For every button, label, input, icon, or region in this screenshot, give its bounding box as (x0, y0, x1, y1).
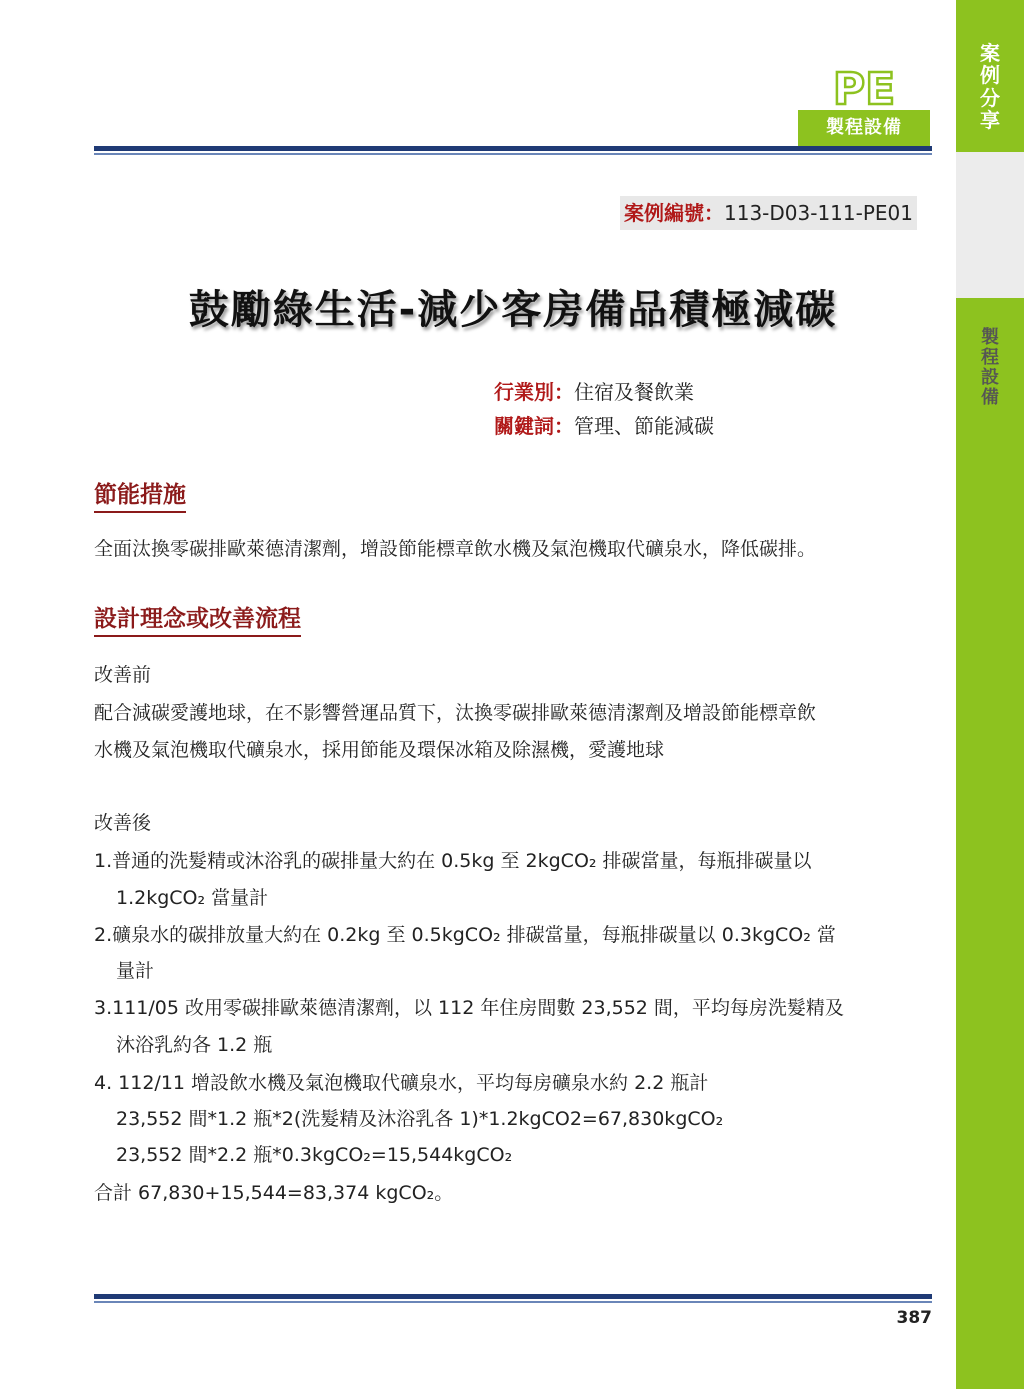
list-item-4-calc: 23,552 間*2.2 瓶*0.3kgCO₂=15,544kgCO₂ (116, 1144, 513, 1166)
side-tab-sub-char: 製 (981, 327, 999, 348)
pe-logo-letters (808, 64, 920, 110)
before-label: 改善前 (94, 664, 152, 686)
side-tab-label-char: 案 (980, 41, 1000, 65)
pe-logo (798, 64, 930, 146)
before-text-line: 水機及氣泡機取代礦泉水，採用節能及環保冰箱及除濕機，愛護地球 (94, 739, 665, 761)
side-tab-sub-char: 備 (981, 387, 999, 409)
case-id-label: 案例編號： (624, 201, 724, 225)
list-item-1: 1.普通的洗髮精或沐浴乳的碳排量大約在 0.5kg 至 2kgCO₂ 排碳當量，每瓶排碳量以 (94, 850, 812, 872)
side-tab-sub-char: 設 (981, 367, 999, 389)
side-tab-label-char: 享 (980, 108, 1000, 133)
list-item-4: 4. 112/11 增設飲水機及氣泡機取代礦泉水，平均每房礦泉水約 2.2 瓶計 (94, 1072, 709, 1094)
case-id-value: 113-D03-111-PE01 (724, 201, 913, 225)
industry-value: 住宿及餐飲業 (574, 380, 694, 404)
keywords-label: 關鍵詞： (494, 414, 574, 438)
side-tab-sub-char: 程 (981, 347, 999, 369)
side-tab-subcategory (956, 152, 1024, 409)
measures-text: 全面汰換零碳排歐萊德清潔劑，增設節能標章飲水機及氣泡機取代礦泉水，降低碳排。 (94, 538, 817, 560)
list-item-2-cont: 量計 (116, 960, 155, 982)
keywords-value: 管理、節能減碳 (574, 414, 714, 438)
list-item-3: 3.111/05 改用零碳排歐萊德清潔劑，以 112 年住房間數 23,552 間，平均每房洗髮精及 (94, 997, 844, 1019)
total-line: 合計 67,830+15,544=83,374 kgCO₂。 (94, 1182, 454, 1204)
section-heading-measures: 節能措施 (94, 476, 186, 513)
header-rule-thick (94, 146, 932, 151)
keywords-row (494, 410, 714, 439)
industry-label: 行業別： (494, 380, 574, 404)
side-tab-label-char: 分 (980, 85, 1000, 110)
side-tab (956, 0, 1024, 1389)
footer-rule-thin (94, 1301, 932, 1303)
list-item-2: 2.礦泉水的碳排放量大約在 0.2kg 至 0.5kgCO₂ 排碳當量，每瓶排碳量以 0.3kgCO₂ 當 (94, 924, 836, 946)
footer-rule-thick (94, 1294, 932, 1299)
header-rule-thin (94, 153, 932, 155)
side-tab-label (956, 42, 1024, 132)
svg-text:PE: PE (832, 64, 896, 110)
list-item-1-cont: 1.2kgCO₂ 當量計 (116, 887, 269, 909)
side-tab-label-char: 例 (980, 63, 1000, 88)
side-tab-category (956, 0, 1024, 152)
list-item-4-calc: 23,552 間*1.2 瓶*2(洗髮精及沐浴乳各 1)*1.2kgCO2=67,830kgCO₂ (116, 1108, 724, 1130)
section-heading-design: 設計理念或改善流程 (94, 600, 301, 637)
after-label: 改善後 (94, 812, 152, 834)
page-number: 387 (896, 1308, 932, 1328)
page-title: 鼓勵綠生活-減少客房備品積極減碳 (188, 287, 838, 333)
side-tab-sublabel (956, 328, 1024, 409)
industry-row (494, 376, 694, 405)
before-text-line: 配合減碳愛護地球，在不影響營運品質下，汰換零碳排歐萊德清潔劑及增設節能標章飲 (94, 702, 817, 724)
pe-logo-subtitle: 製程設備 (798, 110, 930, 146)
case-id (620, 196, 917, 230)
list-item-3-cont: 沐浴乳約各 1.2 瓶 (116, 1034, 273, 1056)
